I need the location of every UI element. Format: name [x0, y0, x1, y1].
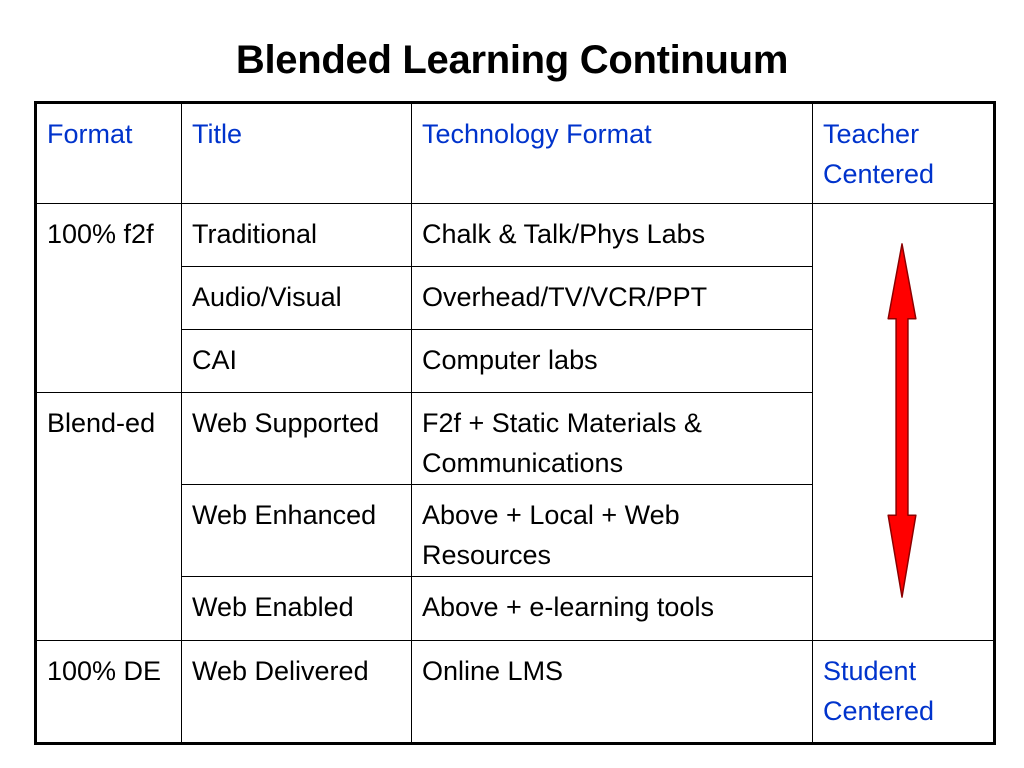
row-title: CAI [182, 330, 412, 393]
header-title: Title [182, 103, 412, 204]
continuum-arrow-cell [813, 204, 995, 641]
row-technology: Above + e-learning tools [412, 577, 813, 641]
row-technology: F2f + Static Materials & Communications [412, 393, 813, 485]
row-technology: Online LMS [412, 641, 813, 744]
continuum-table [34, 101, 996, 745]
row-technology: Overhead/TV/VCR/PPT [412, 267, 813, 330]
row-title: Web Delivered [182, 641, 412, 744]
row-title: Traditional [182, 204, 412, 267]
row-title: Web Supported [182, 393, 412, 485]
format-f2f: 100% f2f [36, 204, 182, 393]
header-technology-format: Technology Format [412, 103, 813, 204]
row-title: Web Enhanced [182, 485, 412, 577]
double-headed-vertical-arrow-icon [813, 204, 993, 640]
student-centered-label: Student Centered [813, 641, 995, 744]
row-title: Audio/Visual [182, 267, 412, 330]
table-row [36, 641, 995, 744]
table-row [36, 204, 995, 267]
format-blended: Blend-ed [36, 393, 182, 641]
page-title: Blended Learning Continuum [235, 38, 789, 82]
header-row [36, 103, 995, 204]
row-title: Web Enabled [182, 577, 412, 641]
row-technology: Chalk & Talk/Phys Labs [412, 204, 813, 267]
row-technology: Computer labs [412, 330, 813, 393]
header-format: Format [36, 103, 182, 204]
header-teacher-centered: Teacher Centered [813, 103, 995, 204]
format-de: 100% DE [36, 641, 182, 744]
row-technology: Above + Local + Web Resources [412, 485, 813, 577]
